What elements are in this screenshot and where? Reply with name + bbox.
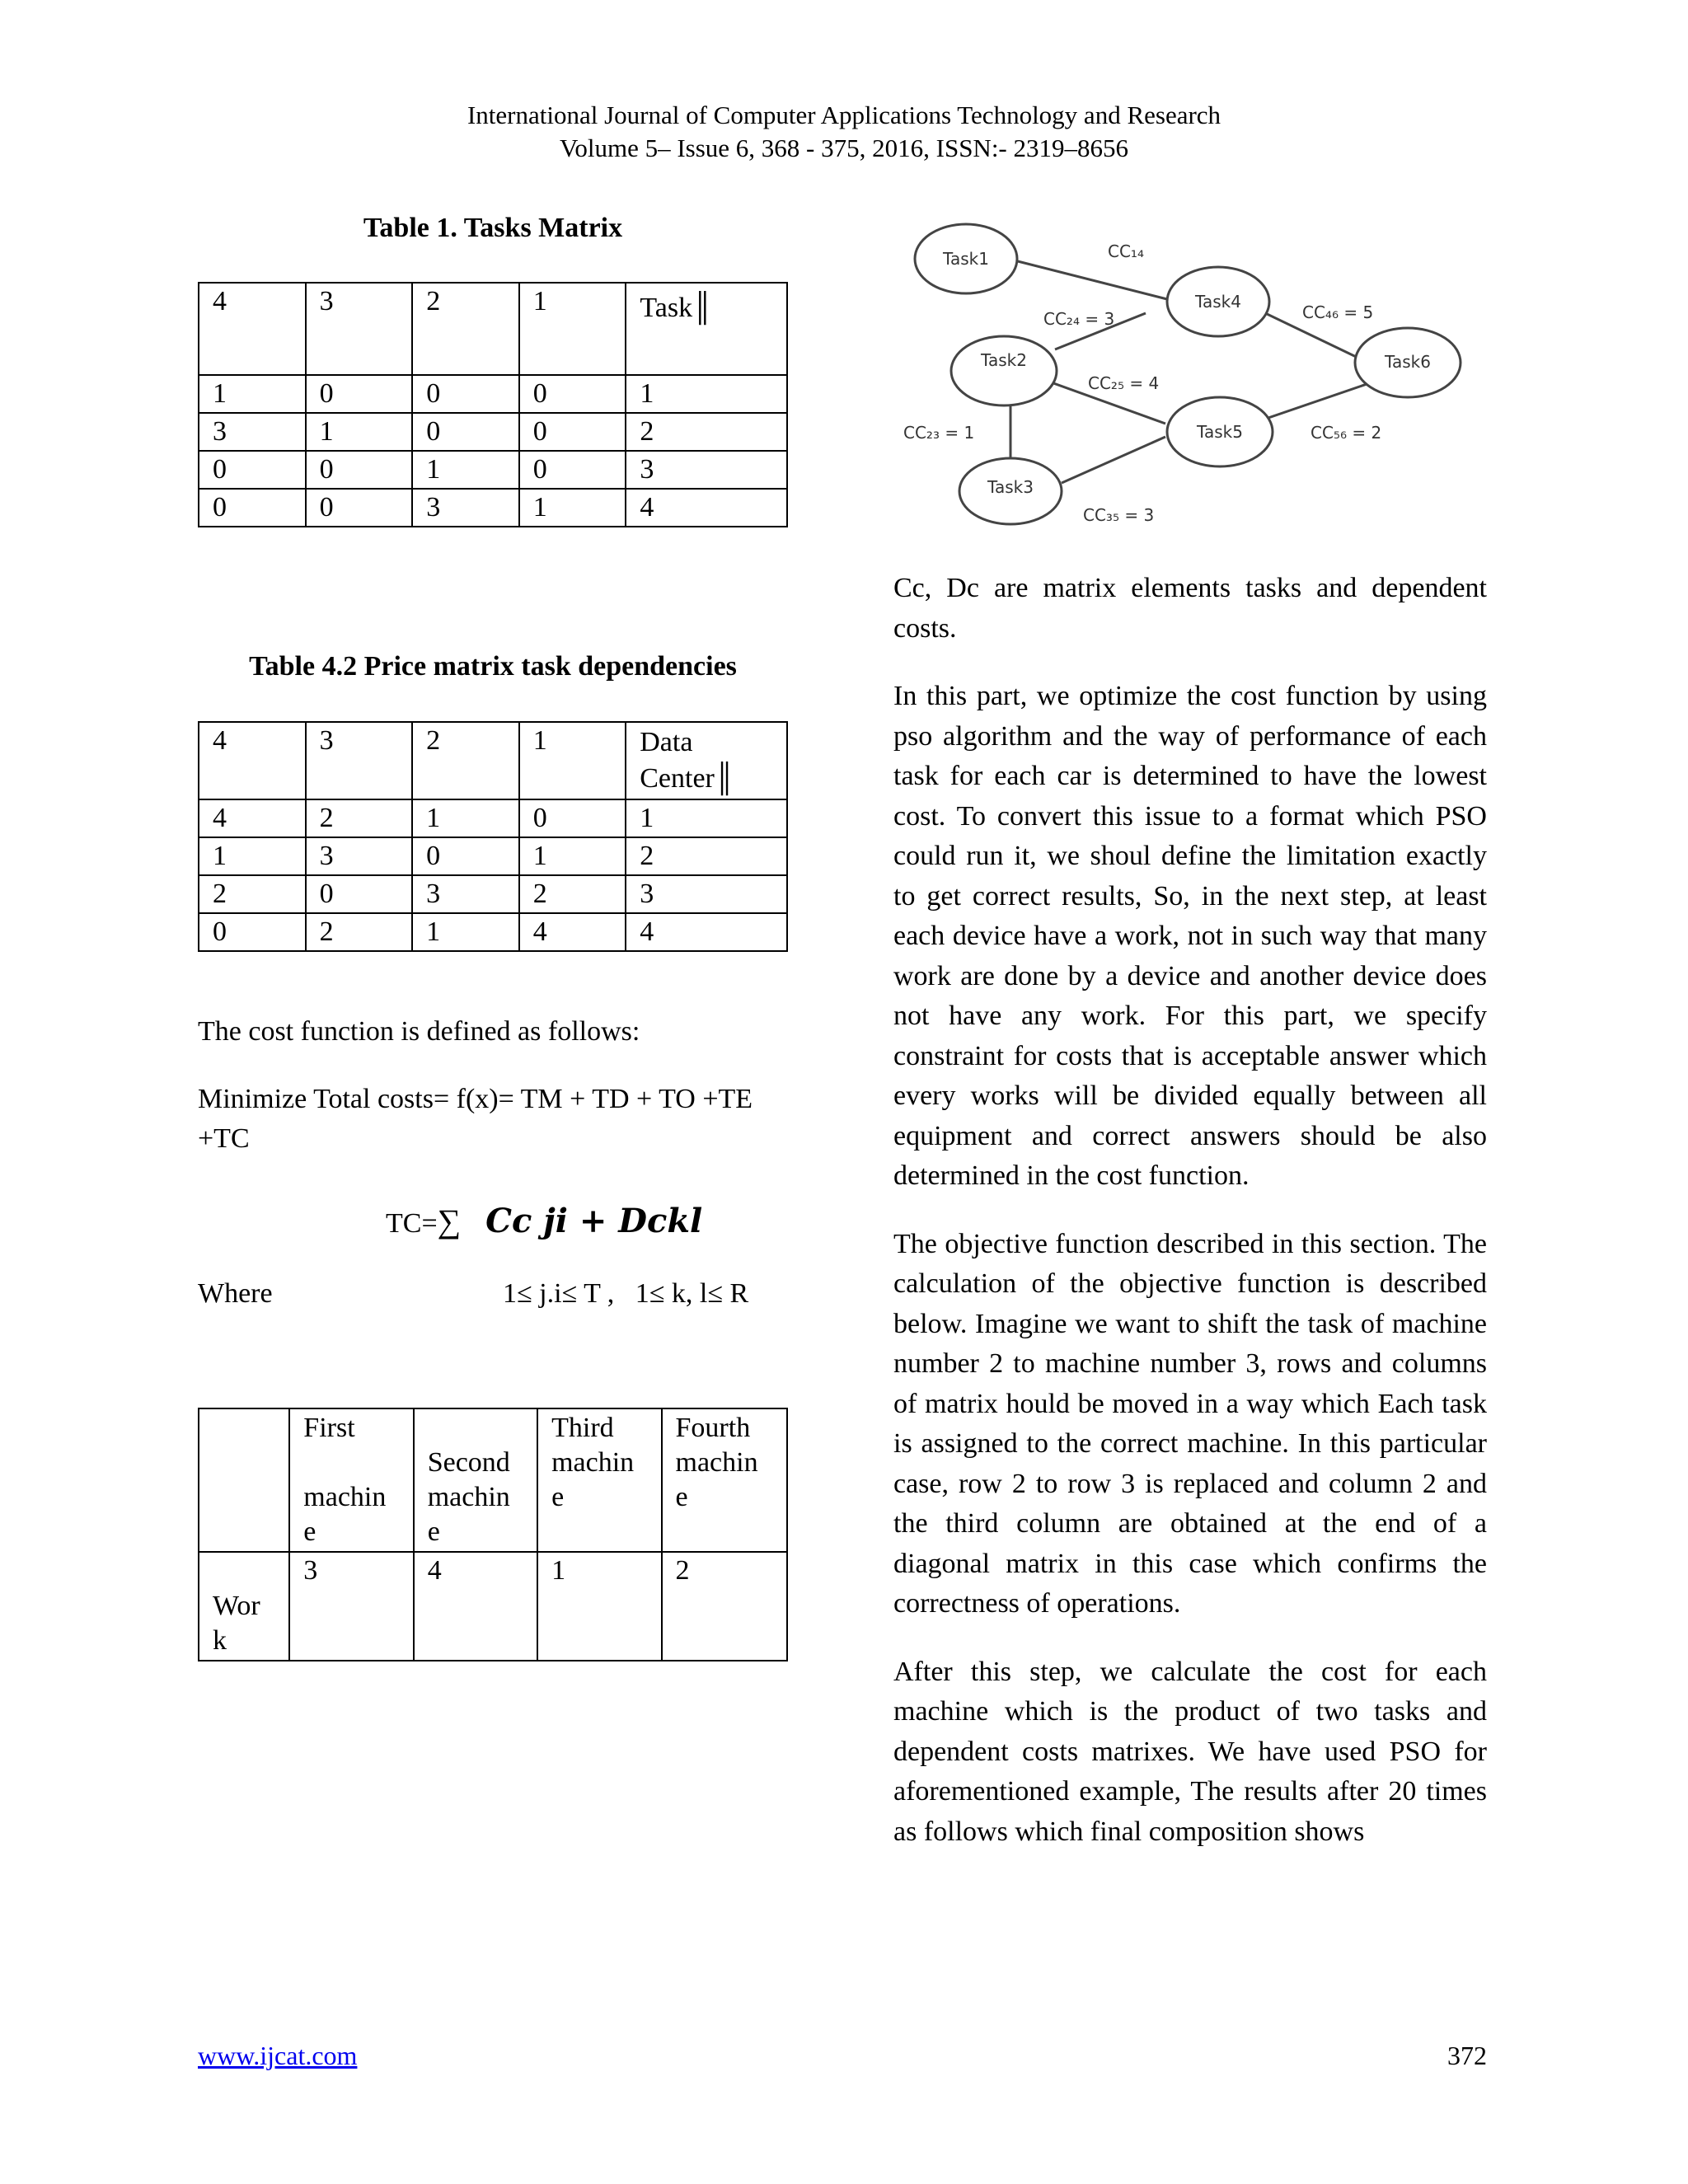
table2-caption: Table 4.2 Price matrix task dependencies <box>249 651 737 682</box>
node-label: Task4 <box>1195 292 1241 312</box>
table-cell: 0 <box>306 375 413 413</box>
table-cell: 2 <box>306 799 413 837</box>
table-cell: 2 <box>519 875 626 913</box>
table-cell: 0 <box>519 413 626 451</box>
table-cell: 4 <box>626 913 787 951</box>
where-label: Where <box>198 1278 273 1309</box>
page-number: 372 <box>1447 2041 1487 2070</box>
node-label: Task5 <box>1197 422 1243 442</box>
paragraph: The objective function described in this section. The calculation of the objective function is described below. Imagine we want to shift the task of machine number 2 to machine number 3, rows and columns of matrix hould be moved in a way which Each task is assigned to the correct machine. In this particular case, row 2 to row 3 is replaced and column 2 and the third column are obtained at the end of a diagonal matrix in this case which confirms the correctness of operations. <box>893 1228 1487 1619</box>
table2-header-cell: 4 <box>199 722 306 799</box>
table2-header-cell: 2 <box>412 722 519 799</box>
edge-label: CC₁₄ <box>1108 241 1144 261</box>
table-row <box>199 451 787 489</box>
table-cell: 2 <box>626 837 787 875</box>
table-cell: 3 <box>412 875 519 913</box>
table-cell: 3 <box>626 875 787 913</box>
table-cell: 0 <box>519 375 626 413</box>
table-cell: 1 <box>519 489 626 527</box>
minimize-total-costs: Minimize Total costs= f(x)= TM + TD + TO +TE +TC <box>198 1084 753 1154</box>
table-cell: 0 <box>306 451 413 489</box>
price-matrix-table <box>198 721 788 952</box>
table3-header-cell <box>199 1408 289 1552</box>
table-cell: 2 <box>662 1552 787 1661</box>
edge-task3-task5 <box>1062 437 1165 483</box>
table-cell: 0 <box>412 413 519 451</box>
table-cell: 2 <box>626 413 787 451</box>
table1-header-cell: 4 <box>199 283 306 375</box>
table-cell: 0 <box>199 451 306 489</box>
table-row <box>199 722 787 799</box>
index-constraint: 1≤ j.i≤ T , 1≤ k, l≤ R <box>503 1278 749 1309</box>
table-cell: 1 <box>199 375 306 413</box>
table-cell: 1 <box>626 375 787 413</box>
journal-volume-info: Volume 5– Issue 6, 368 - 375, 2016, ISSN:- 2319–8656 <box>559 134 1129 162</box>
summation-symbol: ∑ <box>437 1202 462 1240</box>
journal-title: International Journal of Computer Applications Technology and Research <box>467 101 1221 129</box>
table-cell: 2 <box>199 875 306 913</box>
table-cell: 3 <box>306 837 413 875</box>
edge-label: CC₃₅ = 3 <box>1083 505 1155 525</box>
node-label: Task2 <box>981 350 1027 370</box>
table-cell: 4 <box>199 799 306 837</box>
edge-label: CC₂₃ = 1 <box>903 423 975 443</box>
edge-label: CC₂₄ = 3 <box>1043 309 1115 329</box>
paragraph: Cc, Dc are matrix elements tasks and dependent costs. <box>893 573 1487 644</box>
table1-header-cell: Task║ <box>626 283 787 375</box>
table3-header-cell: Second machin e <box>414 1408 537 1552</box>
table-row <box>199 375 787 413</box>
table1-header-cell: 2 <box>412 283 519 375</box>
node-label: Task6 <box>1385 352 1431 372</box>
machine-work-table <box>198 1408 788 1661</box>
node-task2 <box>951 336 1057 405</box>
table-cell: 1 <box>412 799 519 837</box>
table-cell: 0 <box>199 489 306 527</box>
table-row <box>199 413 787 451</box>
table1-caption: Table 1. Tasks Matrix <box>363 213 623 243</box>
table-cell: 3 <box>199 413 306 451</box>
paragraph: After this step, we calculate the cost for each machine which is the product of two tasks and dependent costs matrixes. We have used PSO for aforementioned example, The results after 20 times as follows which final composition shows <box>893 1656 1487 1847</box>
edge-task1-task4 <box>1001 257 1170 300</box>
table-cell: 0 <box>519 799 626 837</box>
table-cell: 0 <box>199 913 306 951</box>
table-cell: 4 <box>414 1552 537 1661</box>
table-row <box>199 875 787 913</box>
tasks-matrix-table <box>198 282 788 527</box>
formula-expression: Cc ji + Dckl <box>485 1202 703 1240</box>
table-cell: 1 <box>519 837 626 875</box>
table-cell: 1 <box>537 1552 661 1661</box>
task-dependency-graph <box>898 216 1492 546</box>
paragraph: In this part, we optimize the cost function by using pso algorithm and the way of performance of each task for each car is determined to have the lowest cost. To convert this issue to a format which PSO could run it, we shoul define the limitation exactly to get correct results, So, in the next step, at least each device have a work, not in such way that many work are done by a device and another device does not have any work. For this part, we specify constraint for costs that is acceptable answer which every works will be divided equally between all equipment and correct answers should be also determined in the cost function. <box>893 681 1487 1191</box>
tc-formula <box>386 1202 702 1240</box>
table-cell: 3 <box>412 489 519 527</box>
table3-header-cell: Fourth machin e <box>662 1408 787 1552</box>
table-cell: 1 <box>199 837 306 875</box>
table-cell: 1 <box>412 451 519 489</box>
table-cell: 0 <box>519 451 626 489</box>
table-cell: 1 <box>412 913 519 951</box>
edge-task5-task6 <box>1261 381 1376 420</box>
table-cell: 0 <box>412 837 519 875</box>
table2-header-cell: 1 <box>519 722 626 799</box>
journal-website-link[interactable]: www.ijcat.com <box>198 2041 358 2070</box>
table1-header-cell: 1 <box>519 283 626 375</box>
table3-header-cell: First machin e <box>289 1408 413 1552</box>
table-row <box>199 837 787 875</box>
formula-lhs: TC= <box>386 1208 438 1239</box>
table-row <box>199 489 787 527</box>
cost-function-intro: The cost function is defined as follows: <box>198 1016 640 1047</box>
table-row <box>199 1408 787 1552</box>
table-cell: 4 <box>626 489 787 527</box>
table-cell: 0 <box>306 489 413 527</box>
table-cell: 0 <box>306 875 413 913</box>
table1-header-cell: 3 <box>306 283 413 375</box>
table2-header-cell: Data Center║ <box>626 722 787 799</box>
node-label: Task1 <box>943 249 989 269</box>
table-cell: 3 <box>289 1552 413 1661</box>
edge-label: CC₅₆ = 2 <box>1311 423 1382 443</box>
table2-header-cell: 3 <box>306 722 413 799</box>
table-cell: Wor k <box>199 1552 289 1661</box>
table-row <box>199 283 787 375</box>
table-cell: 0 <box>412 375 519 413</box>
edge-label: CC₂₅ = 4 <box>1088 373 1160 393</box>
right-column-text <box>893 569 1487 1880</box>
table-row <box>199 1552 787 1661</box>
table-cell: 2 <box>306 913 413 951</box>
node-label: Task3 <box>987 477 1034 497</box>
edge-label: CC₄₆ = 5 <box>1302 302 1374 322</box>
table3-header-cell: Third machin e <box>537 1408 661 1552</box>
table-row <box>199 799 787 837</box>
table-cell: 1 <box>306 413 413 451</box>
table-row <box>199 913 787 951</box>
table-cell: 3 <box>626 451 787 489</box>
table-cell: 1 <box>626 799 787 837</box>
table-cell: 4 <box>519 913 626 951</box>
